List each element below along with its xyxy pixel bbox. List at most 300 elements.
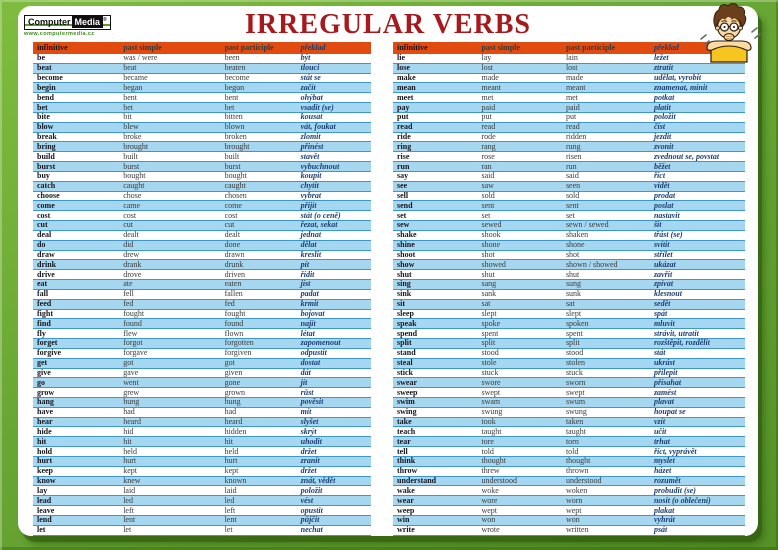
cell-past-participle: beaten bbox=[224, 64, 246, 73]
verb-row bbox=[393, 133, 745, 143]
cell-past-participle: heard bbox=[224, 418, 243, 427]
cell-past-simple: cut bbox=[123, 221, 133, 230]
cell-infinitive: go bbox=[37, 378, 45, 387]
verb-row bbox=[33, 270, 371, 280]
cell-preklad: vsadit (se) bbox=[300, 103, 334, 112]
cell-preklad: ukázat bbox=[653, 260, 676, 269]
cell-infinitive: swing bbox=[397, 408, 417, 417]
cell-past-participle: made bbox=[565, 74, 584, 83]
cell-preklad: trhat bbox=[653, 437, 670, 446]
cell-infinitive: speak bbox=[397, 319, 417, 328]
cell-past-participle: grown bbox=[224, 388, 246, 397]
cell-past-simple: shone bbox=[481, 241, 501, 250]
verb-row bbox=[393, 142, 745, 152]
cell-past-simple: fed bbox=[123, 300, 134, 309]
cell-past-participle: slept bbox=[565, 309, 582, 318]
cell-past-simple: spent bbox=[481, 329, 499, 338]
cell-infinitive: keep bbox=[37, 467, 53, 476]
cell-infinitive: see bbox=[397, 182, 408, 191]
verb-row bbox=[393, 54, 745, 64]
cell-preklad: rozumět bbox=[653, 477, 681, 486]
cell-preklad: udělat, vyrobit bbox=[653, 74, 702, 83]
cell-past-participle: left bbox=[224, 506, 236, 515]
cell-past-simple: beat bbox=[123, 64, 137, 73]
cell-past-participle: read bbox=[565, 123, 580, 132]
verb-row bbox=[33, 231, 371, 241]
cell-infinitive: put bbox=[397, 113, 409, 122]
verb-row bbox=[33, 349, 371, 359]
cell-past-simple: made bbox=[481, 74, 499, 83]
cell-preklad: tlouci bbox=[300, 64, 320, 73]
cell-past-participle: meant bbox=[565, 83, 586, 92]
cell-past-simple: spoke bbox=[481, 319, 501, 328]
cell-preklad: znamenat, mínit bbox=[653, 83, 708, 92]
cell-infinitive: catch bbox=[37, 182, 56, 191]
verb-row bbox=[393, 467, 745, 477]
logo-text-computer: Computer bbox=[28, 17, 71, 27]
verb-row bbox=[33, 103, 371, 113]
cell-preklad: držet bbox=[300, 467, 317, 476]
cell-past-participle: set bbox=[565, 211, 575, 220]
verb-row bbox=[393, 300, 745, 310]
cell-preklad: střílet bbox=[653, 250, 673, 259]
cell-preklad: běžet bbox=[653, 162, 671, 171]
cell-past-simple: rose bbox=[481, 152, 495, 161]
verb-row bbox=[393, 398, 745, 408]
cell-past-participle: thrown bbox=[565, 467, 589, 476]
cell-past-simple: swept bbox=[481, 388, 501, 397]
cell-past-participle: fallen bbox=[224, 290, 243, 299]
cell-preklad: vidět bbox=[653, 182, 670, 191]
cell-past-simple: drank bbox=[123, 260, 142, 269]
cell-past-participle: risen bbox=[565, 152, 582, 161]
verb-row bbox=[33, 388, 371, 398]
cell-past-participle: bent bbox=[224, 93, 239, 102]
cell-past-simple: fell bbox=[123, 290, 134, 299]
cell-infinitive: swear bbox=[397, 378, 417, 387]
cell-infinitive: cost bbox=[37, 211, 51, 220]
cell-past-participle: rung bbox=[565, 142, 581, 151]
cell-infinitive: forgive bbox=[37, 349, 61, 358]
cell-preklad: říct bbox=[653, 172, 666, 181]
verb-row bbox=[393, 506, 745, 516]
cell-past-simple: took bbox=[481, 418, 496, 427]
cell-infinitive: meet bbox=[397, 93, 414, 102]
cell-preklad: držet bbox=[300, 447, 317, 456]
verb-row bbox=[33, 467, 371, 477]
poster-card bbox=[18, 6, 758, 536]
cell-preklad: zvednout se, povstat bbox=[653, 152, 720, 161]
cell-preklad: přijít bbox=[300, 201, 317, 210]
cell-past-participle: fought bbox=[224, 309, 246, 318]
cell-infinitive: say bbox=[397, 172, 409, 181]
cell-infinitive: hold bbox=[37, 447, 53, 456]
cell-infinitive: have bbox=[37, 408, 53, 417]
verb-row bbox=[393, 241, 745, 251]
cell-past-simple: said bbox=[481, 172, 495, 181]
cell-preklad: vzít bbox=[653, 418, 666, 427]
cell-past-participle: swum bbox=[565, 398, 586, 407]
cell-preklad: najít bbox=[300, 319, 316, 328]
cell-infinitive: hear bbox=[37, 418, 53, 427]
cell-past-participle: cut bbox=[224, 221, 235, 230]
cell-infinitive: hide bbox=[37, 427, 52, 436]
column-header-infinitive: infinitive bbox=[37, 44, 68, 52]
verb-row bbox=[393, 74, 745, 84]
cell-preklad: růst bbox=[300, 388, 314, 397]
cell-infinitive: do bbox=[37, 241, 46, 250]
cell-preklad: odpustit bbox=[300, 349, 327, 358]
cell-past-simple: won bbox=[481, 516, 496, 525]
cell-past-simple: sent bbox=[481, 201, 495, 210]
verb-row bbox=[393, 260, 745, 270]
cell-past-participle: bet bbox=[224, 103, 235, 112]
cell-infinitive: make bbox=[397, 74, 416, 83]
cell-infinitive: lie bbox=[397, 54, 405, 63]
cell-infinitive: lead bbox=[37, 496, 52, 505]
verb-row bbox=[33, 506, 371, 516]
cell-past-simple: showed bbox=[481, 260, 506, 269]
cell-past-participle: spoken bbox=[565, 319, 589, 328]
cell-past-simple: stuck bbox=[481, 368, 499, 377]
verb-row bbox=[393, 427, 745, 437]
cell-infinitive: throw bbox=[397, 467, 418, 476]
cell-past-participle: said bbox=[565, 172, 579, 181]
cell-infinitive: fight bbox=[37, 309, 53, 318]
verb-row bbox=[393, 378, 745, 388]
cell-past-simple: burst bbox=[123, 162, 140, 171]
cell-preklad: být bbox=[300, 54, 311, 63]
cell-past-participle: ridden bbox=[565, 133, 587, 142]
verb-row bbox=[33, 64, 371, 74]
verb-row bbox=[393, 329, 745, 339]
cell-preklad: začít bbox=[300, 83, 316, 92]
cell-preklad: rozštěpit, rozdělit bbox=[653, 339, 710, 348]
cell-infinitive: send bbox=[397, 201, 413, 210]
header-row bbox=[393, 42, 745, 54]
cell-infinitive: tell bbox=[397, 447, 408, 456]
verb-row bbox=[393, 319, 745, 329]
cell-preklad: krmit bbox=[300, 300, 319, 309]
cell-past-participle: gone bbox=[224, 378, 241, 387]
cell-preklad: ztratit bbox=[653, 64, 674, 73]
cell-past-participle: had bbox=[224, 408, 237, 417]
verb-row bbox=[393, 310, 745, 320]
cell-past-participle: done bbox=[224, 241, 241, 250]
verb-row bbox=[33, 477, 371, 487]
verb-row bbox=[33, 113, 371, 123]
cell-infinitive: shake bbox=[397, 231, 417, 240]
cell-past-simple: saw bbox=[481, 182, 494, 191]
verb-row bbox=[33, 260, 371, 270]
cell-past-simple: bought bbox=[123, 172, 146, 181]
cell-past-simple: chose bbox=[123, 192, 142, 200]
cell-preklad: zvonit bbox=[653, 142, 674, 151]
cell-infinitive: hit bbox=[37, 437, 47, 446]
cell-past-simple: gave bbox=[123, 368, 139, 377]
cell-past-simple: lost bbox=[481, 64, 494, 73]
cell-past-participle: lost bbox=[565, 64, 578, 73]
cell-past-simple: threw bbox=[481, 467, 500, 476]
cell-preklad: ohýbat bbox=[300, 93, 323, 102]
cell-past-simple: got bbox=[123, 359, 134, 368]
cell-preklad: vyhrát bbox=[653, 516, 675, 525]
cell-past-simple: lent bbox=[123, 516, 136, 525]
cell-infinitive: set bbox=[397, 211, 407, 220]
cell-preklad: dát bbox=[300, 368, 311, 377]
cell-past-simple: flew bbox=[123, 329, 138, 338]
verb-row bbox=[33, 319, 371, 329]
cell-past-participle: forgotten bbox=[224, 339, 254, 348]
cell-past-simple: bit bbox=[123, 113, 132, 122]
verb-row bbox=[33, 447, 371, 457]
verb-row bbox=[393, 339, 745, 349]
cell-past-participle: woken bbox=[565, 486, 588, 495]
cell-past-participle: fed bbox=[224, 300, 235, 309]
verb-row bbox=[33, 192, 371, 202]
cell-past-simple: thought bbox=[481, 457, 506, 466]
cell-infinitive: find bbox=[37, 319, 51, 328]
cell-past-simple: wore bbox=[481, 496, 498, 505]
cell-past-participle: led bbox=[224, 496, 235, 505]
cell-past-participle: sewn / sewed bbox=[565, 221, 609, 230]
verb-row bbox=[393, 486, 745, 496]
cell-preklad: říct, vyprávět bbox=[653, 447, 697, 456]
verb-row bbox=[33, 241, 371, 251]
cell-past-participle: lain bbox=[565, 54, 578, 63]
cell-past-participle: torn bbox=[565, 437, 579, 446]
cell-past-participle: swung bbox=[565, 408, 587, 417]
cell-infinitive: cut bbox=[37, 221, 48, 230]
verb-row bbox=[33, 300, 371, 310]
cell-infinitive: drink bbox=[37, 260, 57, 269]
cell-preklad: mít bbox=[300, 408, 312, 417]
cell-past-participle: sold bbox=[565, 192, 580, 200]
verb-row bbox=[393, 388, 745, 398]
cell-infinitive: give bbox=[37, 368, 51, 377]
cell-past-participle: kept bbox=[224, 467, 239, 476]
cell-preklad: učit bbox=[653, 427, 667, 436]
verb-row bbox=[393, 182, 745, 192]
cell-preklad: pít bbox=[300, 260, 310, 269]
cell-past-simple: sewed bbox=[481, 221, 502, 230]
verb-row bbox=[393, 457, 745, 467]
column-header-past-participle: past participle bbox=[224, 44, 274, 52]
cell-preklad: přinést bbox=[300, 142, 324, 151]
verb-row bbox=[393, 349, 745, 359]
verb-rows-left bbox=[33, 54, 371, 536]
cell-preklad: přísahat bbox=[653, 378, 682, 387]
cell-past-participle: stood bbox=[565, 349, 584, 358]
cell-infinitive: grow bbox=[37, 388, 55, 397]
cell-past-simple: wept bbox=[481, 506, 498, 515]
cell-preklad: pověsit bbox=[300, 398, 324, 407]
cell-infinitive: sing bbox=[397, 280, 411, 289]
verb-row bbox=[33, 369, 371, 379]
verb-row bbox=[33, 457, 371, 467]
verb-row bbox=[33, 221, 371, 231]
cell-preklad: dělat bbox=[300, 241, 317, 250]
cell-infinitive: deal bbox=[37, 231, 52, 240]
cell-infinitive: get bbox=[37, 359, 48, 368]
cell-preklad: nechat bbox=[300, 526, 323, 535]
verb-row bbox=[33, 378, 371, 388]
cell-preklad: sedět bbox=[653, 300, 671, 309]
cell-infinitive: bend bbox=[37, 93, 54, 102]
verb-row bbox=[33, 418, 371, 428]
cell-past-participle: drunk bbox=[224, 260, 244, 269]
cell-past-simple: swore bbox=[481, 378, 501, 387]
cell-past-simple: taught bbox=[481, 427, 502, 436]
cell-past-simple: drew bbox=[123, 250, 140, 259]
cell-past-simple: wrote bbox=[481, 526, 500, 535]
cell-past-participle: come bbox=[224, 201, 242, 210]
verb-row bbox=[33, 359, 371, 369]
verb-row bbox=[33, 201, 371, 211]
cell-preklad: skrýt bbox=[300, 427, 317, 436]
cell-preklad: platit bbox=[653, 103, 671, 112]
verb-rows-right bbox=[393, 54, 745, 536]
verb-row bbox=[33, 172, 371, 182]
cell-past-simple: fought bbox=[123, 309, 145, 318]
cell-infinitive: stick bbox=[397, 368, 413, 377]
cell-infinitive: lose bbox=[397, 64, 410, 73]
verb-row bbox=[33, 133, 371, 143]
cell-infinitive: bet bbox=[37, 103, 48, 112]
cell-preklad: zlomit bbox=[300, 133, 321, 142]
cell-infinitive: split bbox=[397, 339, 412, 348]
cell-past-participle: become bbox=[224, 74, 250, 83]
column-header-past-simple: past simple bbox=[123, 44, 162, 52]
verb-row bbox=[393, 64, 745, 74]
column-header-infinitive: infinitive bbox=[397, 44, 428, 52]
cell-past-simple: sank bbox=[481, 290, 497, 299]
cell-past-simple: became bbox=[123, 74, 148, 83]
cell-infinitive: feed bbox=[37, 300, 52, 309]
cell-infinitive: spend bbox=[397, 329, 418, 338]
cell-preklad: klesnout bbox=[653, 290, 682, 299]
cell-past-participle: shown / showed bbox=[565, 260, 618, 269]
cell-past-participle: broken bbox=[224, 133, 247, 142]
cell-infinitive: hurt bbox=[37, 457, 53, 466]
verb-row bbox=[33, 93, 371, 103]
cell-past-simple: grew bbox=[123, 388, 140, 397]
cell-infinitive: write bbox=[397, 526, 415, 535]
cell-preklad: prodat bbox=[653, 192, 676, 200]
cell-preklad: zamést bbox=[653, 388, 677, 397]
cell-infinitive: draw bbox=[37, 250, 55, 259]
header-row bbox=[33, 42, 371, 54]
cell-preklad: jezdit bbox=[653, 133, 672, 142]
cell-infinitive: blow bbox=[37, 123, 54, 132]
cell-infinitive: rise bbox=[397, 152, 410, 161]
verb-row bbox=[393, 290, 745, 300]
cell-past-simple: split bbox=[481, 339, 496, 348]
cell-past-simple: began bbox=[123, 83, 143, 92]
cell-preklad: plavat bbox=[653, 398, 674, 407]
cell-past-participle: shaken bbox=[565, 231, 589, 240]
cell-past-participle: brought bbox=[224, 142, 250, 151]
cell-preklad: bojovat bbox=[300, 309, 325, 318]
cell-infinitive: build bbox=[37, 152, 55, 161]
verb-row bbox=[393, 270, 745, 280]
verb-row bbox=[33, 496, 371, 506]
cell-past-simple: was / were bbox=[123, 54, 158, 63]
verb-row bbox=[393, 516, 745, 526]
logo-url: www.computermedia.cz bbox=[24, 30, 95, 37]
cell-past-simple: hung bbox=[123, 398, 140, 407]
column-header-preklad: překlad bbox=[653, 44, 679, 52]
cell-infinitive: sew bbox=[397, 221, 410, 230]
cell-past-simple: shot bbox=[481, 250, 495, 259]
cell-past-simple: woke bbox=[481, 486, 499, 495]
cell-preklad: vát, foukat bbox=[300, 123, 336, 132]
cell-infinitive: hang bbox=[37, 398, 54, 407]
cell-infinitive: sell bbox=[397, 192, 409, 200]
cell-preklad: poslat bbox=[653, 201, 674, 210]
cell-past-simple: sold bbox=[481, 192, 495, 200]
cell-past-participle: spent bbox=[565, 329, 583, 338]
verb-row bbox=[393, 526, 745, 536]
cell-preklad: půjčit bbox=[300, 516, 320, 525]
cell-past-simple: paid bbox=[481, 103, 496, 112]
verb-row bbox=[393, 162, 745, 172]
cell-past-participle: driven bbox=[224, 270, 246, 279]
verb-row bbox=[393, 113, 745, 123]
cell-preklad: myslet bbox=[653, 457, 675, 466]
cell-past-participle: swept bbox=[565, 388, 585, 397]
verb-row bbox=[33, 310, 371, 320]
cell-infinitive: understand bbox=[397, 477, 437, 486]
cell-past-participle: worn bbox=[565, 496, 583, 505]
cell-preklad: zavřít bbox=[653, 270, 673, 279]
cell-preklad: zranit bbox=[300, 457, 320, 466]
cell-preklad: stát (o ceně) bbox=[300, 211, 341, 220]
cell-preklad: slyšet bbox=[300, 418, 319, 427]
verb-row bbox=[393, 93, 745, 103]
cell-past-simple: tore bbox=[481, 437, 494, 446]
cell-past-simple: sang bbox=[481, 280, 497, 289]
cell-infinitive: win bbox=[397, 516, 410, 525]
cell-past-participle: written bbox=[565, 526, 589, 535]
cell-past-simple: let bbox=[123, 526, 132, 535]
cell-past-participle: eaten bbox=[224, 280, 242, 289]
cell-past-participle: thought bbox=[565, 457, 591, 466]
verb-row bbox=[33, 526, 371, 536]
cell-preklad: řídit bbox=[300, 270, 315, 279]
cell-preklad: přilepit bbox=[653, 368, 678, 377]
cell-preklad: třást (se) bbox=[653, 231, 683, 240]
cell-infinitive: be bbox=[37, 54, 45, 63]
column-header-past-simple: past simple bbox=[481, 44, 520, 52]
cell-infinitive: eat bbox=[37, 280, 48, 289]
verb-row bbox=[33, 211, 371, 221]
verb-row bbox=[393, 437, 745, 447]
cell-infinitive: shoot bbox=[397, 250, 416, 259]
verb-row bbox=[393, 231, 745, 241]
verb-row bbox=[393, 221, 745, 231]
verb-row bbox=[393, 496, 745, 506]
cell-past-simple: came bbox=[123, 201, 141, 210]
cell-infinitive: fall bbox=[37, 290, 49, 299]
cell-infinitive: choose bbox=[37, 192, 60, 200]
verb-row bbox=[33, 427, 371, 437]
verb-row bbox=[393, 418, 745, 428]
cell-preklad: jednat bbox=[300, 231, 322, 240]
cell-past-participle: sat bbox=[565, 300, 575, 309]
cell-past-simple: broke bbox=[123, 133, 142, 142]
cell-past-simple: rode bbox=[481, 133, 496, 142]
